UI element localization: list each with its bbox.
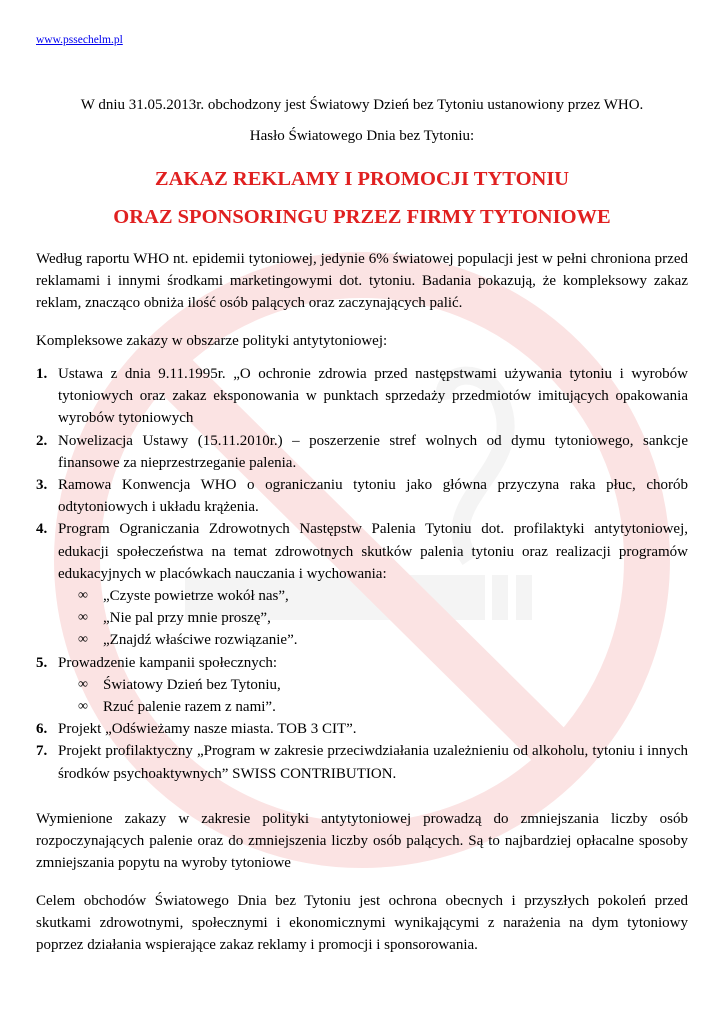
sub-list-item-text: „Czyste powietrze wokół nas”,	[103, 588, 289, 605]
sub-list-item-text: Rzuć palenie razem z nami”.	[103, 699, 276, 716]
list-number: 2.	[36, 432, 48, 449]
sub-list-item-text: „Znajdź właściwe rozwiązanie”.	[103, 632, 298, 649]
list-number: 6.	[36, 721, 48, 738]
intro-text: W dniu 31.05.2013r. obchodzony jest Światowy Dzień bez Tytoniu ustanowiony przez WHO.	[80, 97, 644, 113]
bullet-icon: ∞	[78, 699, 88, 715]
list-number: 3.	[36, 477, 48, 494]
list-item-text: Program Ograniczania Zdrowotnych Następstw Palenia Tytoniu dot. profilaktyki antytytoniowej, edukacji społeczeństwa na temat zdrowotnych skutków palenia tytoniu oraz realizacji programów edukacyjnych w placówkach nauczania i wychowania:	[58, 521, 688, 582]
list-item-text: Ustawa z dnia 9.11.1995r. „O ochronie zdrowia przed następstwami używania tytoniu i wyrobów tytoniowych oraz zakaz eksponowania w punktach sprzedaży przedmiotów imitujących opakowania wyrobów tytoniowych	[58, 366, 688, 427]
sub-list-item	[78, 674, 688, 696]
paragraph-goal: Celem obchodów Światowego Dnia bez Tytoniu jest ochrona obecnych i przyszłych pokoleń przed skutkami zdrowotnymi, społecznymi i ekonomicznymi wynikającymi z narażenia na dym tytoniowy poprzez działania wspierające zakaz reklamy i promocji i sponsorowania.	[36, 893, 688, 954]
list-number: 5.	[36, 654, 48, 671]
sub-list	[58, 674, 688, 718]
bullet-icon: ∞	[78, 588, 88, 604]
list-item-text: Prowadzenie kampanii społecznych:	[58, 654, 278, 671]
sub-list-item	[78, 629, 688, 651]
list-item	[36, 474, 688, 518]
paragraph-list-intro: Kompleksowe zakazy w obszarze polityki antytytoniowej:	[36, 333, 388, 349]
list-item	[36, 740, 688, 784]
header-url-link[interactable]: www.pssechelm.pl	[36, 34, 123, 46]
list-item	[36, 652, 688, 719]
title-line-1: ZAKAZ REKLAMY I PROMOCJI TYTONIU	[154, 168, 570, 190]
list-item-text: Nowelizacja Ustawy (15.11.2010r.) – poszerzenie stref wolnych od dymu tytoniowego, sankcje finansowe za nieprzestrzeganie palenia.	[58, 432, 688, 471]
list-item-text: Projekt profilaktyczny „Program w zakresie przeciwdziałania uzależnieniu od alkoholu, tytoniu i innych środków psychoaktywnych” SWISS CONTRIBUTION.	[58, 743, 688, 782]
bullet-icon: ∞	[78, 632, 88, 648]
sub-list-item	[78, 696, 688, 718]
list-item	[36, 518, 688, 651]
title-line-2: ORAZ SPONSORINGU PRZEZ FIRMY TYTONIOWE	[113, 206, 611, 228]
list-number: 4.	[36, 521, 48, 538]
sub-list-item-text: Światowy Dzień bez Tytoniu,	[103, 676, 281, 693]
paragraph-who-report: Według raportu WHO nt. epidemii tytoniowej, jedynie 6% światowej populacji jest w pełni chroniona przed reklamami i innymi środkami marketingowymi dot. tytoniu. Badania pokazują, że kompleksowy zakaz reklam, znacząco obniża ilość osób palących oraz zaczynających palić.	[36, 251, 688, 312]
policy-list	[36, 363, 688, 785]
list-item	[36, 363, 688, 430]
list-item	[36, 718, 688, 740]
list-item-text: Projekt „Odświeżamy nasze miasta. TOB 3 CIT”.	[58, 721, 357, 738]
bullet-icon: ∞	[78, 676, 88, 692]
list-number: 1.	[36, 366, 48, 382]
list-item	[36, 430, 688, 474]
list-number: 7.	[36, 743, 48, 760]
bullet-icon: ∞	[78, 610, 88, 626]
sub-list	[58, 585, 688, 652]
sub-list-item	[78, 585, 688, 607]
slogan-label: Hasło Światowego Dnia bez Tytoniu:	[249, 128, 475, 144]
list-item-text: Ramowa Konwencja WHO o ograniczaniu tytoniu jako główna przyczyna raka płuc, chorób odtytoniowych i układu krążenia.	[58, 477, 688, 516]
sub-list-item-text: „Nie pal przy mnie proszę”,	[103, 610, 271, 627]
sub-list-item	[78, 607, 688, 629]
paragraph-conclusion: Wymienione zakazy w zakresie polityki antytytoniowej prowadzą do zmniejszania liczby osób rozpoczynających palenie oraz do zmniejszenia liczby osób palących. Są to najbardziej opłacalne sposoby zmniejszania popytu na wyroby tytoniowe	[36, 811, 688, 872]
